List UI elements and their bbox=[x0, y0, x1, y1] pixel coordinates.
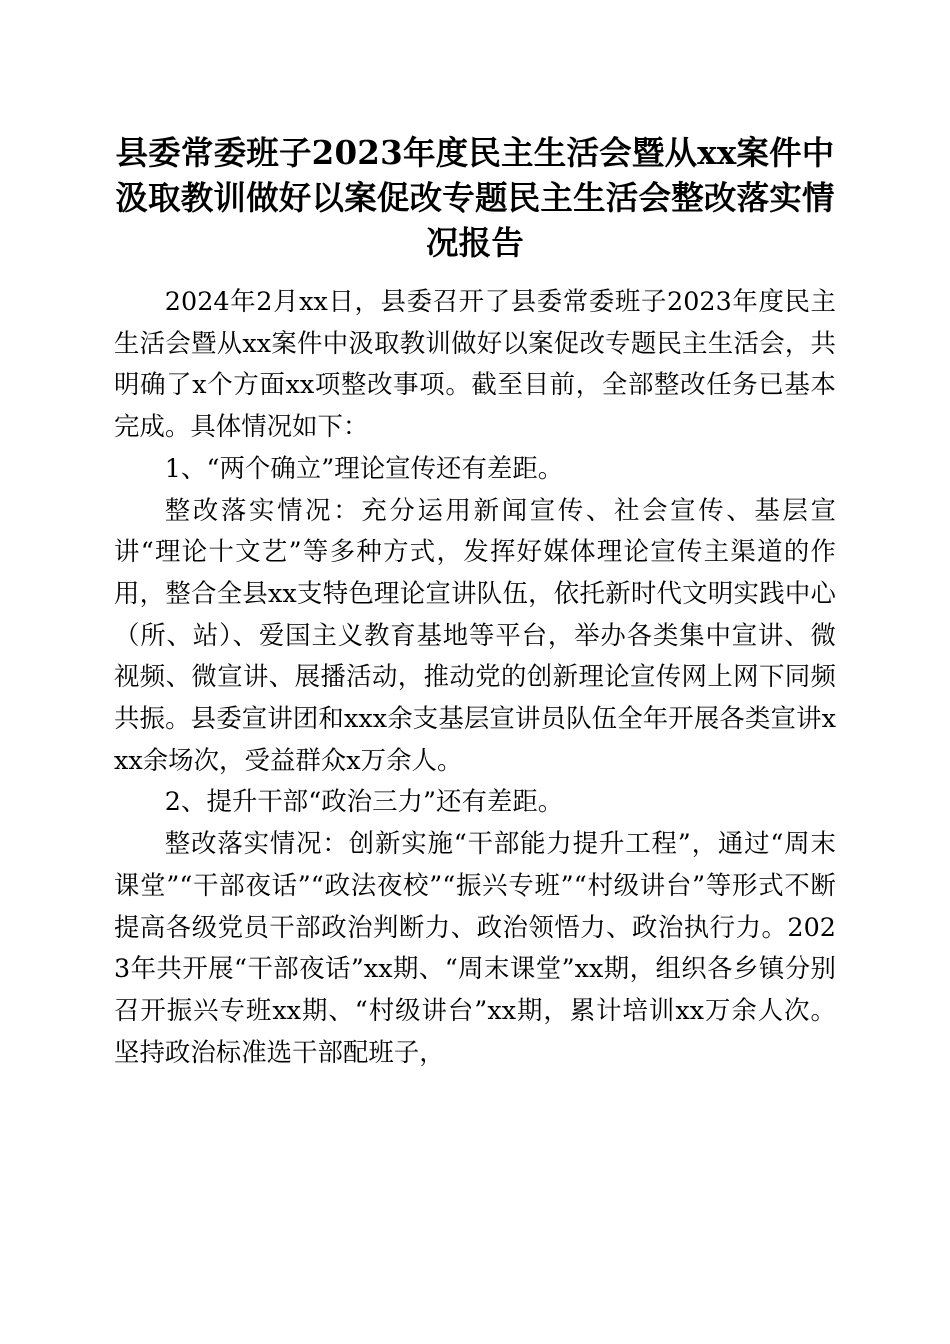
document-body bbox=[114, 130, 836, 1073]
heading-item-2: 2、提升干部“政治三力”还有差距。 bbox=[164, 786, 564, 817]
paragraph-intro: 2024年2月xx日，县委召开了县委常委班子2023年度民主生活会暨从xx案件中汲取教训做好以案促改专题民主生活会，共明确了x个方面xx项整改事项。截至目前，全部整改任务已基本完成。具体情况如下： bbox=[114, 286, 836, 442]
heading-item-1: 1、“两个确立”理论宣传还有差距。 bbox=[164, 452, 564, 483]
paragraph-item-1-detail: 整改落实情况：充分运用新闻宣传、社会宣传、基层宣讲“理论十文艺”等多种方式，发挥好媒体理论宣传主渠道的作用，整合全县xx支特色理论宣讲队伍，依托新时代文明实践中心（所、站）、爱国主义教育基地等平台，举办各类集中宣讲、微视频、微宣讲、展播活动，推动党的创新理论宣传网上网下同频共振。县委宣讲团和xxx余支基层宣讲员队伍全年开展各类宣讲xxx余场次，受益群众x万余人。 bbox=[114, 494, 836, 775]
page-title: 县委常委班子2023年度民主生活会暨从xx案件中汲取教训做好以案促改专题民主生活会整改落实情况报告 bbox=[115, 133, 835, 262]
paragraph-item-2-detail: 整改落实情况：创新实施“干部能力提升工程”，通过“周末课堂”“干部夜话”“政法夜校”“振兴专班”“村级讲台”等形式不断提高各级党员干部政治判断力、政治领悟力、政治执行力。2023年共开展“干部夜话”xx期、“周末课堂”xx期，组织各乡镇分别召开振兴专班xx期、“村级讲台”xx期，累计培训xx万余人次。坚持政治标准选干部配班子， bbox=[114, 828, 836, 1067]
